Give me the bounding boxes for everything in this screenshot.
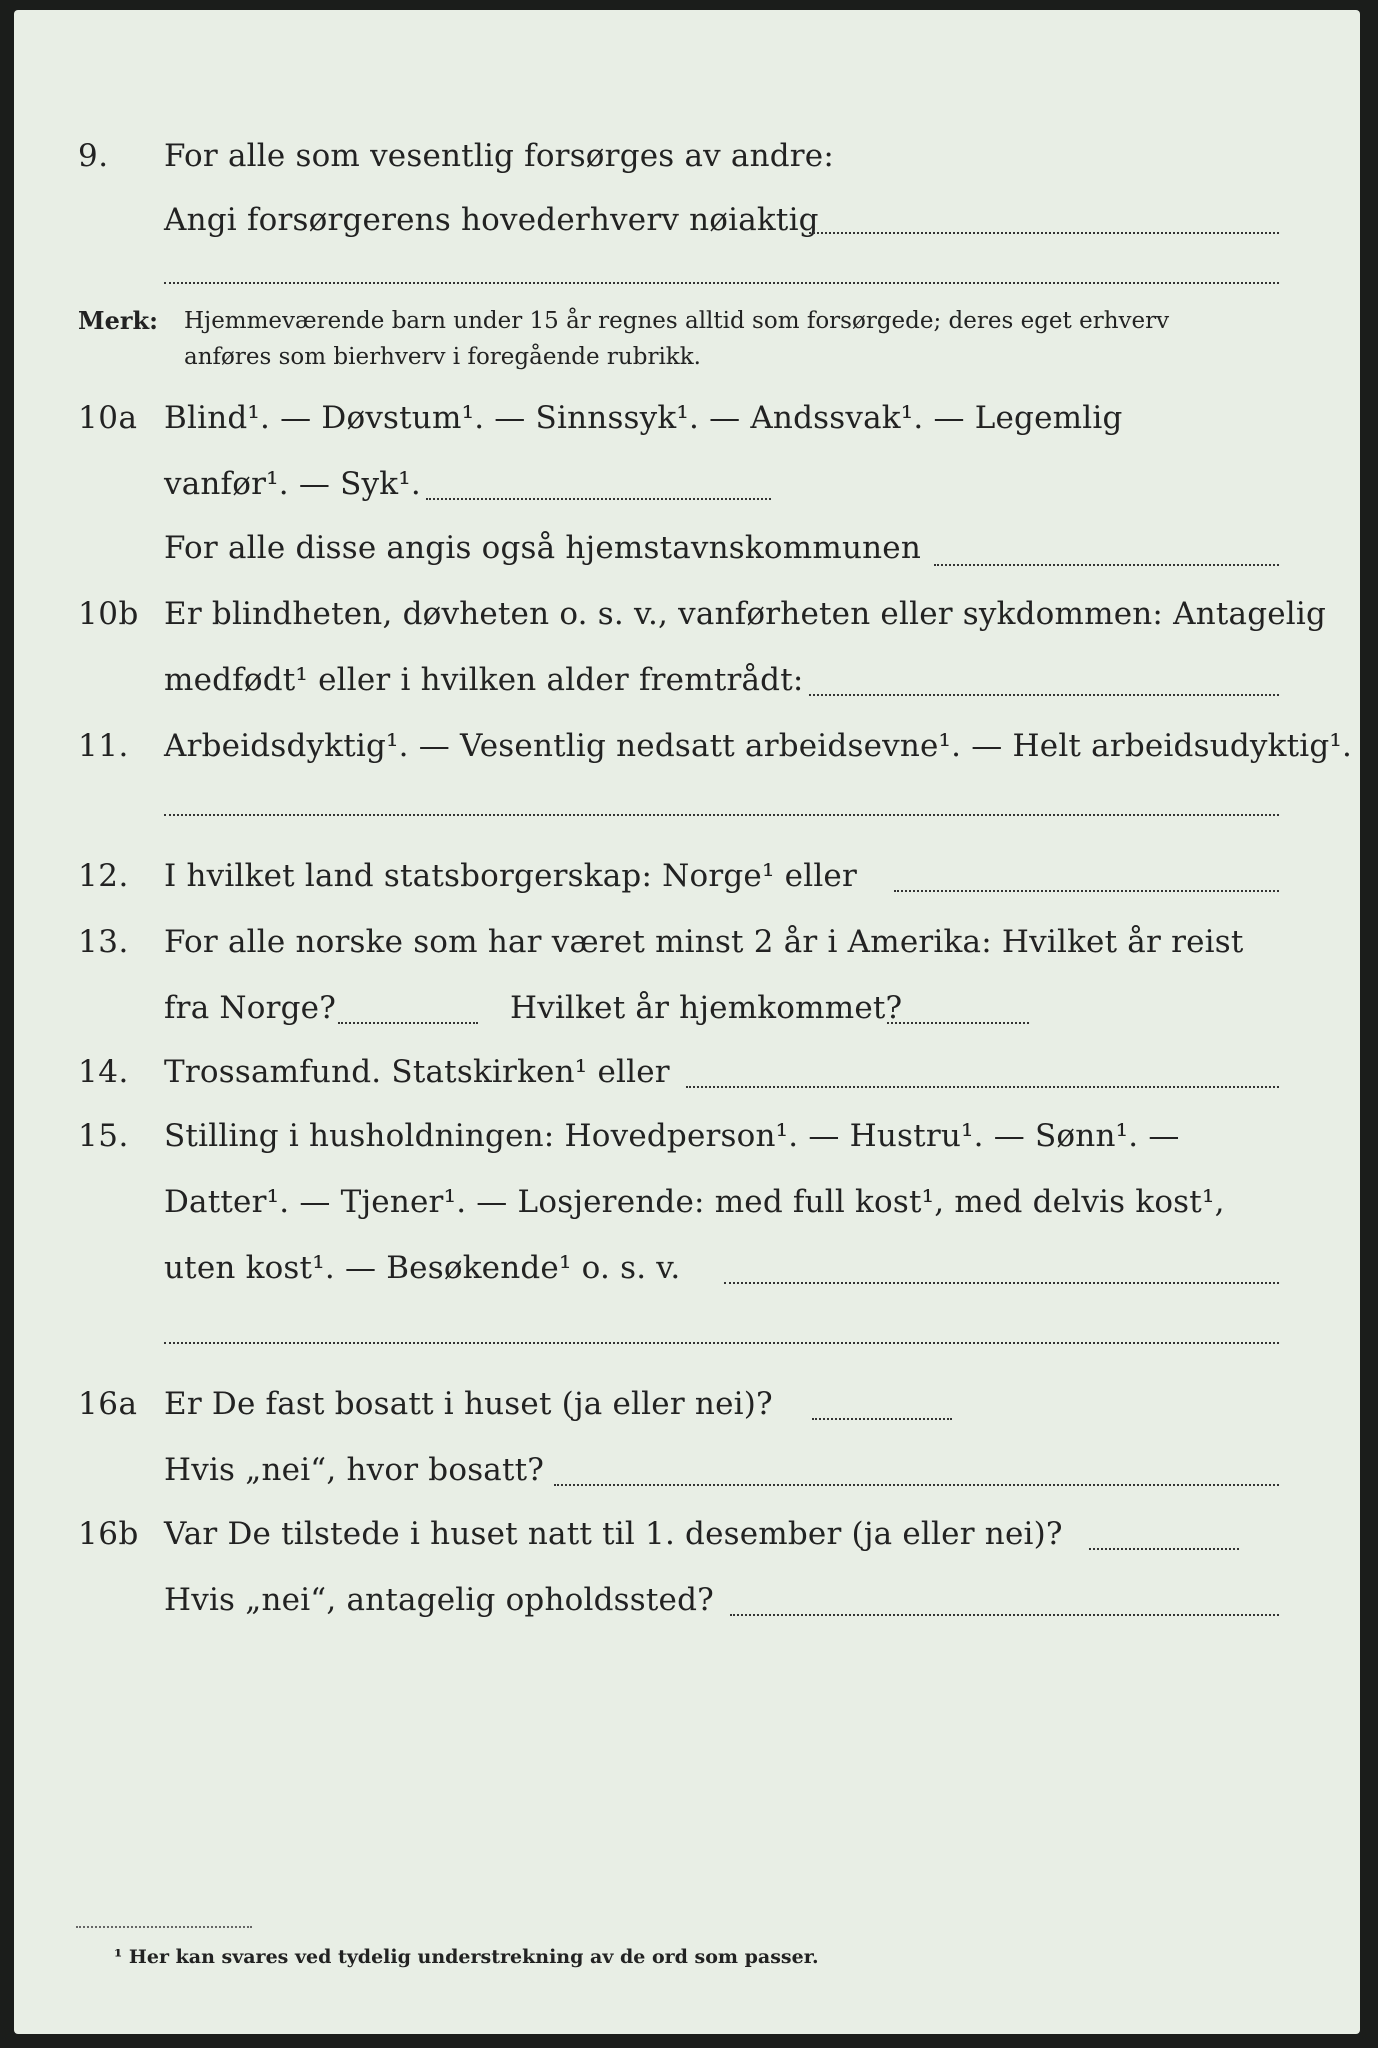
- q16a-text-line2: Hvis „nei“, hvor bosatt?: [164, 1452, 545, 1488]
- q11-number: 11.: [78, 728, 129, 764]
- q9-answer-line-2[interactable]: [164, 282, 1279, 284]
- q10a-syk-answer-line[interactable]: [426, 498, 771, 500]
- merk-text-line1: Hjemmeværende barn under 15 år regnes alltid som forsørgede; deres eget erhverv: [184, 308, 1170, 334]
- q12-text-line1: I hvilket land statsborgerskap: Norge¹ eller: [164, 858, 857, 894]
- q10b-answer-line[interactable]: [809, 694, 1279, 696]
- q16a-hvor-answer-line[interactable]: [554, 1484, 1279, 1486]
- q11-answer-line[interactable]: [164, 814, 1279, 816]
- q13-reist-answer-line[interactable]: [338, 1022, 478, 1024]
- q13-text-line1: For alle norske som har været minst 2 år i Amerika: Hvilket år reist: [164, 924, 1244, 960]
- q16b-text-line2: Hvis „nei“, antagelig opholdssted?: [164, 1582, 714, 1618]
- q10a-text-line1: Blind¹. — Døvstum¹. — Sinnssyk¹. — Andssvak¹. — Legemlig: [164, 400, 1123, 436]
- q13-text-line2b: Hvilket år hjemkommet?: [510, 990, 903, 1026]
- q15-number: 15.: [78, 1118, 129, 1154]
- q16a-bosatt-answer-line[interactable]: [812, 1418, 952, 1420]
- q15-text-line2: Datter¹. — Tjener¹. — Losjerende: med full kost¹, med delvis kost¹,: [164, 1184, 1225, 1220]
- q14-text-line1: Trossamfund. Statskirken¹ eller: [164, 1054, 670, 1090]
- q10b-number: 10b: [78, 596, 139, 632]
- q10a-hjemstavn-answer-line[interactable]: [934, 564, 1279, 566]
- q15-text-line3: uten kost¹. — Besøkende¹ o. s. v.: [164, 1250, 681, 1286]
- q9-answer-line[interactable]: [809, 232, 1279, 234]
- q16b-number: 16b: [78, 1516, 139, 1552]
- footnote-rule: [76, 1926, 252, 1928]
- q15-text-line1: Stilling i husholdningen: Hovedperson¹. — Hustru¹. — Sønn¹. —: [164, 1118, 1180, 1154]
- q16b-text-line1: Var De tilstede i huset natt til 1. desember (ja eller nei)?: [164, 1516, 1063, 1552]
- q10b-text-line2: medfødt¹ eller i hvilken alder fremtrådt:: [164, 662, 804, 698]
- q13-hjemkommet-answer-line[interactable]: [887, 1022, 1029, 1024]
- merk-label: Merk:: [78, 306, 158, 335]
- q9-text-line2: Angi forsørgerens hovederhverv nøiaktig: [164, 202, 819, 238]
- q14-answer-line[interactable]: [686, 1086, 1279, 1088]
- q10b-text-line1: Er blindheten, døvheten o. s. v., vanførheten eller sykdommen: Antagelig: [164, 596, 1327, 632]
- q10a-text-line2: vanfør¹. — Syk¹.: [164, 466, 421, 502]
- q16b-tilstede-answer-line[interactable]: [1089, 1548, 1239, 1550]
- q9-number: 9.: [78, 138, 109, 174]
- q9-text-line1: For alle som vesentlig forsørges av andre:: [164, 138, 834, 174]
- q14-number: 14.: [78, 1054, 129, 1090]
- q10a-number: 10a: [78, 400, 138, 436]
- q15-answer-line[interactable]: [724, 1282, 1279, 1284]
- q12-answer-line[interactable]: [894, 890, 1279, 892]
- q13-number: 13.: [78, 924, 129, 960]
- q16a-text-line1: Er De fast bosatt i huset (ja eller nei)?: [164, 1386, 773, 1422]
- q10a-text-line3: For alle disse angis også hjemstavnskommunen: [164, 530, 921, 566]
- census-form-page: [14, 10, 1360, 2034]
- merk-text-line2: anføres som bierhverv i foregående rubrikk.: [184, 344, 701, 370]
- q12-number: 12.: [78, 858, 129, 894]
- footnote-text: ¹ Her kan svares ved tydelig understrekning av de ord som passer.: [114, 1946, 819, 1968]
- q11-text-line1: Arbeidsdyktig¹. — Vesentlig nedsatt arbeidsevne¹. — Helt arbeidsudyktig¹.: [164, 728, 1353, 764]
- q16b-opholdssted-answer-line[interactable]: [730, 1614, 1279, 1616]
- q13-text-line2a: fra Norge?: [164, 990, 337, 1026]
- q16a-number: 16a: [78, 1386, 138, 1422]
- q15-answer-line-2[interactable]: [164, 1342, 1279, 1344]
